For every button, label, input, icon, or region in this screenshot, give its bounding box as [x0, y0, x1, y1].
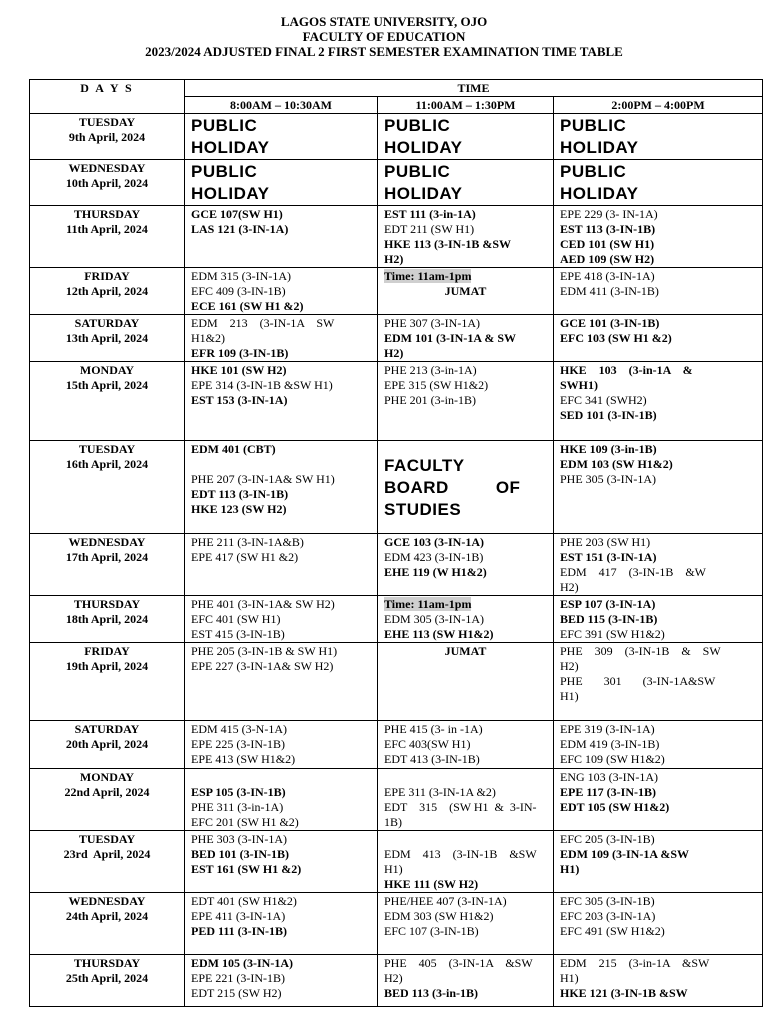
exam-cell	[554, 441, 763, 534]
exam-entry: BED 113 (3-in-1B)	[384, 986, 479, 1000]
exam-cell	[554, 160, 763, 206]
exam-entry: GCE 103 (3-IN-1A)	[384, 535, 484, 549]
public-holiday-text: HOLIDAY	[384, 138, 463, 157]
public-holiday-text: PUBLIC	[560, 162, 627, 181]
exam-entry: EDT 105 (SW H1&2)	[560, 800, 670, 814]
day-cell	[30, 769, 185, 831]
table-row	[30, 769, 763, 831]
exam-cell	[554, 596, 763, 643]
exam-cell	[554, 955, 763, 1007]
exam-entry: EPE 418 (3-IN-1A)	[560, 269, 655, 283]
day-date: 17th April, 2024	[65, 550, 149, 564]
exam-entry: EFC 103 (SW H1 &2)	[560, 331, 672, 345]
exam-entry: EST 151 (3-IN-1A)	[560, 550, 657, 564]
exam-entry: EPE 315 (SW H1&2)	[384, 378, 489, 392]
exam-cell	[185, 441, 378, 534]
exam-entry: EDT 413 (3-IN-1B)	[384, 752, 480, 766]
exam-entry: EFR 109 (3-IN-1B)	[191, 346, 289, 360]
public-holiday-text: HOLIDAY	[384, 184, 463, 203]
faculty-name: FACULTY OF EDUCATION	[302, 29, 466, 44]
exam-cell	[554, 643, 763, 721]
exam-entry: EST 415 (3-IN-1B)	[191, 627, 285, 641]
exam-cell	[554, 893, 763, 955]
table-row	[30, 362, 763, 441]
exam-entry: HKE 103 (3-in-1A &	[560, 363, 693, 377]
exam-entry: EFC 491 (SW H1&2)	[560, 924, 665, 938]
faculty-board-text: FACULTY	[384, 455, 465, 475]
table-row	[30, 831, 763, 893]
table-row	[30, 206, 763, 268]
exam-entry: EFC 201 (SW H1 &2)	[191, 815, 299, 829]
exam-cell	[185, 362, 378, 441]
public-holiday-text: PUBLIC	[560, 116, 627, 135]
day-date: 11th April, 2024	[66, 222, 148, 236]
day-name: MONDAY	[79, 363, 135, 377]
exam-entry: EDT 401 (SW H1&2)	[191, 894, 297, 908]
exam-entry: EDM 411 (3-IN-1B)	[560, 284, 659, 298]
day-date: 10th April, 2024	[65, 176, 149, 190]
exam-entry: H2)	[560, 580, 579, 594]
exam-cell	[378, 831, 554, 893]
public-holiday-text: HOLIDAY	[560, 138, 639, 157]
public-holiday-text: HOLIDAY	[560, 184, 639, 203]
table-row	[30, 114, 763, 160]
exam-cell	[185, 315, 378, 362]
exam-entry: EHE 119 (W H1&2)	[384, 565, 487, 579]
exam-cell	[554, 114, 763, 160]
day-name: WEDNESDAY	[68, 161, 146, 175]
day-name: SATURDAY	[74, 722, 140, 736]
exam-entry: ENG 103 (3-IN-1A)	[560, 770, 658, 784]
day-date: 18th April, 2024	[65, 612, 149, 626]
exam-entry: EDM 303 (SW H1&2)	[384, 909, 494, 923]
exam-entry: EST 111 (3-in-1A)	[384, 207, 476, 221]
day-cell	[30, 114, 185, 160]
exam-cell	[185, 160, 378, 206]
exam-entry: EDM 213 (3-IN-1A SW	[191, 316, 335, 330]
day-cell	[30, 534, 185, 596]
exam-cell	[185, 268, 378, 315]
exam-entry: EPE 221 (3-IN-1B)	[191, 971, 285, 985]
exam-cell	[378, 206, 554, 268]
exam-cell	[554, 721, 763, 769]
table-row	[30, 268, 763, 315]
exam-cell	[378, 441, 554, 534]
exam-entry: EFC 203 (3-IN-1A)	[560, 909, 656, 923]
public-holiday-text: HOLIDAY	[191, 138, 270, 157]
day-name: TUESDAY	[78, 115, 136, 129]
table-row	[30, 955, 763, 1007]
exam-cell	[378, 315, 554, 362]
exam-entry: LAS 121 (3-IN-1A)	[191, 222, 289, 236]
exam-entry: PHE 307 (3-IN-1A)	[384, 316, 480, 330]
exam-entry: HKE 113 (3-IN-1B &SW	[384, 237, 512, 251]
exam-cell	[378, 721, 554, 769]
exam-entry: EPE 319 (3-IN-1A)	[560, 722, 655, 736]
document-header	[0, 14, 768, 59]
exam-cell	[378, 268, 554, 315]
exam-entry: EDM 415 (3-N-1A)	[191, 722, 287, 736]
exam-entry: EST 113 (3-IN-1B)	[560, 222, 656, 236]
exam-entry: BED 101 (3-IN-1B)	[191, 847, 289, 861]
day-name: WEDNESDAY	[68, 535, 146, 549]
exam-entry: PHE 305 (3-IN-1A)	[560, 472, 656, 486]
exam-cell	[185, 769, 378, 831]
jumat-label: JUMAT	[444, 284, 487, 298]
table-row	[30, 534, 763, 596]
exam-entry: PHE 301 (3-IN-1A&SW	[560, 674, 716, 688]
exam-entry: EDM 413 (3-IN-1B &SW	[384, 847, 537, 861]
slot-header-afternoon: 2:00PM – 4:00PM	[554, 97, 763, 114]
exam-entry: H1)	[560, 971, 579, 985]
exam-cell	[378, 160, 554, 206]
exam-entry: EFC 409 (3-IN-1B)	[191, 284, 286, 298]
day-name: THURSDAY	[73, 956, 141, 970]
exam-cell	[378, 769, 554, 831]
day-name: TUESDAY	[78, 832, 136, 846]
exam-cell	[185, 643, 378, 721]
day-date: 22nd April, 2024	[64, 785, 150, 799]
exam-cell	[554, 769, 763, 831]
exam-entry: H2)	[384, 252, 404, 266]
exam-cell	[185, 721, 378, 769]
exam-entry: PHE 211 (3-IN-1A&B)	[191, 535, 304, 549]
day-cell	[30, 893, 185, 955]
exam-entry: EDM 103 (SW H1&2)	[560, 457, 673, 471]
exam-entry: HKE 121 (3-IN-1B &SW	[560, 986, 688, 1000]
timetable-title: 2023/2024 ADJUSTED FINAL 2 FIRST SEMESTER EXAMINATION TIME TABLE	[145, 44, 623, 59]
day-date: 13th April, 2024	[65, 331, 149, 345]
day-date: 25th April, 2024	[65, 971, 149, 985]
exam-entry: CED 101 (SW H1)	[560, 237, 655, 251]
exam-timetable	[29, 79, 763, 1007]
public-holiday-text: PUBLIC	[191, 162, 258, 181]
exam-cell	[554, 534, 763, 596]
day-cell	[30, 206, 185, 268]
exam-entry: PHE 311 (3-in-1A)	[191, 800, 284, 814]
exam-entry: EPE 417 (SW H1 &2)	[191, 550, 299, 564]
time-note: Time: 11am-1pm	[384, 269, 472, 283]
exam-cell	[185, 114, 378, 160]
exam-entry: 1B)	[384, 815, 402, 829]
exam-entry: SED 101 (3-IN-1B)	[560, 408, 657, 422]
exam-entry: H2)	[384, 971, 403, 985]
exam-entry: EDM 109 (3-IN-1A &SW	[560, 847, 689, 861]
exam-entry: EDM 215 (3-in-1A &SW	[560, 956, 710, 970]
exam-entry: EFC 305 (3-IN-1B)	[560, 894, 655, 908]
day-name: THURSDAY	[73, 207, 141, 221]
exam-entry: PHE 205 (3-IN-1B & SW H1)	[191, 644, 338, 658]
day-date: 19th April, 2024	[65, 659, 149, 673]
exam-entry: EHE 113 (SW H1&2)	[384, 627, 494, 641]
exam-cell	[378, 893, 554, 955]
exam-cell	[378, 643, 554, 721]
exam-cell	[378, 362, 554, 441]
exam-entry: HKE 123 (SW H2)	[191, 502, 287, 516]
exam-entry: EDM 401 (CBT)	[191, 442, 276, 456]
exam-entry: H1)	[384, 862, 403, 876]
table-row	[30, 721, 763, 769]
table-row	[30, 643, 763, 721]
exam-entry: EPE 413 (SW H1&2)	[191, 752, 296, 766]
exam-entry: PHE 213 (3-in-1A)	[384, 363, 477, 377]
exam-cell	[554, 268, 763, 315]
table-row	[30, 441, 763, 534]
exam-cell	[554, 831, 763, 893]
exam-entry: EFC 341 (SWH2)	[560, 393, 647, 407]
exam-entry: EDM 315 (3-IN-1A)	[191, 269, 291, 283]
table-row	[30, 315, 763, 362]
exam-entry: EFC 401 (SW H1)	[191, 612, 281, 626]
day-cell	[30, 643, 185, 721]
exam-entry: H2)	[560, 659, 579, 673]
faculty-board-text: BOARD OF	[384, 477, 521, 497]
exam-cell	[378, 114, 554, 160]
exam-entry: EFC 107 (3-IN-1B)	[384, 924, 479, 938]
exam-entry: EDM 423 (3-IN-1B)	[384, 550, 484, 564]
table-row	[30, 893, 763, 955]
exam-cell	[185, 534, 378, 596]
exam-entry: EDM 419 (3-IN-1B)	[560, 737, 660, 751]
exam-entry: EFC 205 (3-IN-1B)	[560, 832, 655, 846]
exam-entry: ESP 107 (3-IN-1A)	[560, 597, 656, 611]
exam-cell	[378, 534, 554, 596]
exam-entry: PHE 401 (3-IN-1A& SW H2)	[191, 597, 335, 611]
day-cell	[30, 721, 185, 769]
day-name: MONDAY	[79, 770, 135, 784]
exam-entry: H2)	[384, 346, 404, 360]
exam-entry: H1)	[560, 689, 579, 703]
exam-cell	[554, 362, 763, 441]
exam-cell	[185, 893, 378, 955]
exam-entry: EFC 109 (SW H1&2)	[560, 752, 665, 766]
day-cell	[30, 441, 185, 534]
time-header: TIME	[185, 80, 763, 97]
exam-entry: EFC 391 (SW H1&2)	[560, 627, 665, 641]
day-date: 24th April, 2024	[65, 909, 149, 923]
exam-cell	[378, 955, 554, 1007]
exam-entry: PHE 203 (SW H1)	[560, 535, 651, 549]
exam-entry: EFC 403(SW H1)	[384, 737, 471, 751]
public-holiday-text: PUBLIC	[191, 116, 258, 135]
table-row	[30, 160, 763, 206]
exam-entry: EDT 113 (3-IN-1B)	[191, 487, 289, 501]
days-header: D A Y S	[30, 80, 185, 114]
day-cell	[30, 362, 185, 441]
time-note: Time: 11am-1pm	[384, 597, 472, 611]
exam-entry: HKE 111 (SW H2)	[384, 877, 479, 891]
exam-cell	[554, 315, 763, 362]
exam-entry: EST 153 (3-IN-1A)	[191, 393, 288, 407]
exam-entry: PHE/HEE 407 (3-IN-1A)	[384, 894, 507, 908]
exam-entry: PHE 201 (3-in-1B)	[384, 393, 476, 407]
exam-entry: EPE 314 (3-IN-1B &SW H1)	[191, 378, 333, 392]
day-date: 20th April, 2024	[65, 737, 149, 751]
exam-entry: ECE 161 (SW H1 &2)	[191, 299, 304, 313]
exam-entry: EPE 411 (3-IN-1A)	[191, 909, 286, 923]
exam-entry: EDT 211 (SW H1)	[384, 222, 475, 236]
exam-cell	[554, 206, 763, 268]
day-cell	[30, 596, 185, 643]
day-name: TUESDAY	[78, 442, 136, 456]
day-cell	[30, 831, 185, 893]
exam-entry: EDT 315 (SW H1 & 3-IN-	[384, 800, 537, 814]
jumat-label: JUMAT	[444, 644, 487, 658]
exam-entry: HKE 101 (SW H2)	[191, 363, 287, 377]
exam-entry: H1)	[560, 862, 580, 876]
table-row	[30, 596, 763, 643]
exam-entry: PHE 415 (3- in -1A)	[384, 722, 483, 736]
exam-cell	[185, 831, 378, 893]
slot-header-morning: 8:00AM – 10:30AM	[185, 97, 378, 114]
public-holiday-text: HOLIDAY	[191, 184, 270, 203]
day-name: FRIDAY	[84, 269, 130, 283]
day-name: SATURDAY	[74, 316, 140, 330]
public-holiday-text: PUBLIC	[384, 162, 451, 181]
exam-entry: EPE 311 (3-IN-1A &2)	[384, 785, 496, 799]
day-date: 12th April, 2024	[65, 284, 149, 298]
exam-cell	[185, 596, 378, 643]
day-date: 15th April, 2024	[65, 378, 149, 392]
exam-entry: EPE 117 (3-IN-1B)	[560, 785, 656, 799]
day-cell	[30, 315, 185, 362]
day-cell	[30, 955, 185, 1007]
day-cell	[30, 160, 185, 206]
day-date: 23rd April, 2024	[63, 847, 151, 861]
exam-entry: GCE 107(SW H1)	[191, 207, 283, 221]
day-cell	[30, 268, 185, 315]
exam-entry: HKE 109 (3-in-1B)	[560, 442, 657, 456]
day-name: FRIDAY	[84, 644, 130, 658]
exam-entry: BED 115 (3-IN-1B)	[560, 612, 658, 626]
exam-entry: PED 111 (3-IN-1B)	[191, 924, 287, 938]
exam-entry: H1&2)	[191, 331, 225, 345]
day-name: THURSDAY	[73, 597, 141, 611]
exam-entry: GCE 101 (3-IN-1B)	[560, 316, 660, 330]
exam-cell	[185, 206, 378, 268]
exam-entry: EST 161 (SW H1 &2)	[191, 862, 302, 876]
exam-entry: PHE 303 (3-IN-1A)	[191, 832, 287, 846]
exam-entry: EPE 227 (3-IN-1A& SW H2)	[191, 659, 334, 673]
day-name: WEDNESDAY	[68, 894, 146, 908]
public-holiday-text: PUBLIC	[384, 116, 451, 135]
day-date: 16th April, 2024	[65, 457, 149, 471]
exam-entry: SWH1)	[560, 378, 599, 392]
exam-entry: EPE 229 (3- IN-1A)	[560, 207, 658, 221]
exam-cell	[185, 955, 378, 1007]
exam-entry: ESP 105 (3-IN-1B)	[191, 785, 286, 799]
slot-header-midday: 11:00AM – 1:30PM	[378, 97, 554, 114]
exam-entry: PHE 207 (3-IN-1A& SW H1)	[191, 472, 335, 486]
exam-cell	[378, 596, 554, 643]
exam-entry: EDM 305 (3-IN-1A)	[384, 612, 484, 626]
exam-entry: AED 109 (SW H2)	[560, 252, 655, 266]
exam-entry: EDM 105 (3-IN-1A)	[191, 956, 293, 970]
university-name: LAGOS STATE UNIVERSITY, OJO	[280, 14, 488, 29]
exam-entry: PHE 405 (3-IN-1A &SW	[384, 956, 533, 970]
faculty-board-text: STUDIES	[384, 499, 462, 519]
exam-entry: EDM 101 (3-IN-1A & SW	[384, 331, 516, 345]
exam-entry: EPE 225 (3-IN-1B)	[191, 737, 285, 751]
exam-entry: PHE 309 (3-IN-1B & SW	[560, 644, 721, 658]
exam-entry: EDM 417 (3-IN-1B &W	[560, 565, 706, 579]
exam-entry: EDT 215 (SW H2)	[191, 986, 282, 1000]
day-date: 9th April, 2024	[68, 130, 146, 144]
